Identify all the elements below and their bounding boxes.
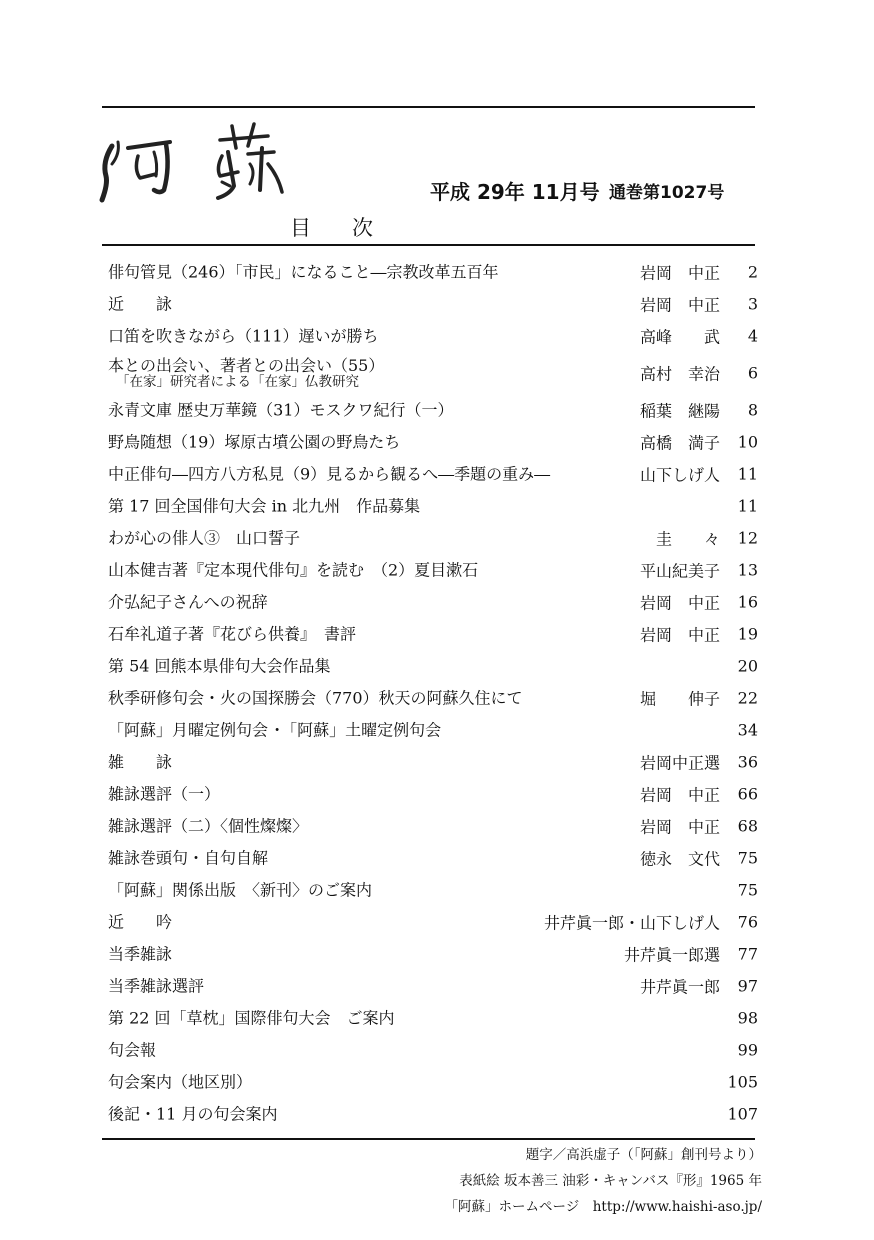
toc-entry-author: 高峰 武: [639, 327, 720, 347]
toc-entry-main-title: 雑 詠: [108, 752, 173, 772]
toc-entry[interactable]: [108, 810, 758, 842]
toc-entry-page: 20: [737, 656, 758, 676]
toc-entry[interactable]: [108, 586, 758, 618]
toc-entry-title: [108, 689, 523, 708]
toc-entry[interactable]: [108, 1066, 758, 1098]
table-of-contents: [108, 256, 758, 1130]
toc-entry[interactable]: [108, 874, 758, 906]
header-rule: [102, 244, 755, 246]
toc-entry-main-title: 句会案内（地区別）: [108, 1072, 253, 1092]
toc-entry-title: [108, 1073, 252, 1092]
toc-entry-main-title: 当季雑詠選評: [108, 976, 205, 996]
toc-entry-author: 高村 幸治: [639, 364, 720, 384]
toc-entry[interactable]: [108, 320, 758, 352]
toc-entry-page: 66: [737, 784, 758, 804]
toc-entry[interactable]: [108, 938, 758, 970]
toc-entry[interactable]: [108, 970, 758, 1002]
toc-entry-page: 2: [747, 262, 758, 282]
toc-entry[interactable]: [108, 714, 758, 746]
toc-entry-title: [108, 401, 453, 420]
toc-entry-main-title: 近 吟: [108, 912, 173, 932]
toc-entry-title: [108, 1041, 156, 1060]
toc-entry-page: 107: [727, 1104, 758, 1124]
toc-entry-main-title: 本との出会い、著者との出会い（55）: [108, 356, 385, 375]
toc-entry[interactable]: [108, 746, 758, 778]
toc-entry-author: 岩岡 中正: [639, 625, 720, 645]
toc-entry-title: [108, 327, 379, 346]
toc-entry-title: [108, 881, 372, 900]
toc-entry-title: [108, 263, 499, 282]
toc-entry[interactable]: [108, 1098, 758, 1130]
toc-entry-page: 11: [737, 464, 758, 484]
toc-entry-page: 105: [727, 1072, 758, 1092]
toc-entry-title: [108, 465, 550, 484]
toc-entry-author: 圭 々: [655, 529, 720, 549]
issue-number: 通巻第1027号: [609, 183, 725, 203]
toc-heading: 目 次: [290, 216, 383, 240]
toc-entry-title: [108, 913, 172, 932]
toc-entry-page: 34: [737, 720, 758, 740]
toc-entry-author: 稲葉 継陽: [639, 401, 720, 421]
toc-entry[interactable]: [108, 394, 758, 426]
toc-entry-author: 岩岡 中正: [639, 295, 720, 315]
toc-entry-page: 75: [737, 848, 758, 868]
toc-entry-page: 12: [737, 528, 758, 548]
toc-entry-page: 11: [737, 496, 758, 516]
toc-entry-page: 68: [737, 816, 758, 836]
toc-entry-title: [108, 817, 308, 836]
toc-entry-page: 19: [737, 624, 758, 644]
toc-entry-title: [108, 625, 356, 644]
toc-entry-main-title: 第 22 回「草枕」国際俳句大会 ご案内: [108, 1008, 395, 1028]
toc-entry-author: 高橋 満子: [639, 433, 720, 453]
toc-entry-author: 山下しげ人: [639, 465, 720, 485]
toc-entry[interactable]: [108, 778, 758, 810]
toc-entry[interactable]: [108, 352, 758, 394]
toc-entry-main-title: わが心の俳人③ 山口誓子: [108, 528, 301, 548]
toc-entry-author: 徳永 文代: [639, 849, 720, 869]
toc-entry[interactable]: [108, 458, 758, 490]
toc-entry[interactable]: [108, 490, 758, 522]
toc-entry-author: 井芹眞一郎: [639, 977, 720, 997]
toc-entry-main-title: 第 54 回熊本県俳句大会作品集: [108, 656, 331, 676]
toc-entry[interactable]: [108, 1002, 758, 1034]
toc-entry-page: 98: [737, 1008, 758, 1028]
toc-entry-main-title: 石牟礼道子著『花びら供養』 書評: [108, 624, 357, 644]
top-rule: [102, 106, 755, 108]
toc-entry[interactable]: [108, 1034, 758, 1066]
toc-entry-title: [108, 977, 204, 996]
toc-entry-main-title: 句会報: [108, 1040, 157, 1060]
toc-entry-title: [108, 593, 268, 612]
toc-entry-page: 97: [737, 976, 758, 996]
toc-entry[interactable]: [108, 906, 758, 938]
toc-entry[interactable]: [108, 522, 758, 554]
toc-entry-main-title: 永青文庫 歴史万華鏡（31）モスクワ紀行（一）: [108, 400, 454, 420]
toc-entry[interactable]: [108, 682, 758, 714]
toc-entry-page: 4: [747, 326, 758, 346]
toc-entry-title: [108, 295, 172, 314]
bottom-rule: [102, 1138, 755, 1140]
toc-entry[interactable]: [108, 842, 758, 874]
toc-entry-main-title: 後記・11 月の句会案内: [108, 1104, 278, 1124]
toc-entry-author: 岩岡 中正: [639, 593, 720, 613]
toc-entry-main-title: 近 詠: [108, 294, 173, 314]
toc-entry-title: [108, 561, 478, 580]
toc-entry-main-title: 介弘紀子さんへの祝辞: [108, 592, 268, 612]
toc-entry-page: 22: [737, 688, 758, 708]
toc-entry-main-title: 第 17 回全国俳句大会 in 北九州 作品募集: [108, 496, 421, 516]
toc-entry-title: [108, 356, 384, 390]
toc-entry-main-title: 当季雑詠: [108, 944, 173, 964]
toc-entry-main-title: 「阿蘇」関係出版 〈新刊〉のご案内: [108, 880, 373, 900]
toc-entry[interactable]: [108, 426, 758, 458]
toc-entry-page: 8: [747, 400, 758, 420]
toc-entry-author: 堀 伸子: [639, 689, 720, 709]
toc-entry-main-title: 雑詠巻頭句・自句自解: [108, 848, 269, 868]
toc-entry-main-title: 俳句管見（246）「市民」になること―宗教改革五百年: [108, 262, 499, 282]
toc-entry-title: [108, 753, 172, 772]
colophon: [444, 1142, 762, 1220]
toc-entry-main-title: 雑詠選評（二）〈個性燦燦〉: [108, 816, 309, 836]
issue-date: 平成 29年 11月号: [430, 180, 600, 204]
toc-entry-page: 10: [737, 432, 758, 452]
toc-entry-author: 岩岡 中正: [639, 817, 720, 837]
toc-entry-title: [108, 849, 268, 868]
toc-entry-author: 井芹眞一郎・山下しげ人: [543, 913, 720, 933]
toc-entry-title: [108, 433, 400, 452]
toc-entry-page: 75: [737, 880, 758, 900]
toc-entry-title: [108, 785, 220, 804]
cover-art-credit: 表紙絵 坂本善三 油彩・キャンバス『形』1965 年: [459, 1173, 762, 1189]
toc-entry-author: 岩岡 中正: [639, 785, 720, 805]
toc-entry[interactable]: [108, 554, 758, 586]
toc-entry[interactable]: [108, 618, 758, 650]
title-calligraphy-credit: 題字／高浜虚子（「阿蘇」創刊号より）: [525, 1147, 762, 1163]
toc-entry-page: 6: [747, 363, 758, 383]
toc-entry-title: [108, 1009, 395, 1028]
toc-entry-title: [108, 657, 331, 676]
toc-entry-main-title: 口笛を吹きながら（111）遅いが勝ち: [108, 326, 379, 346]
toc-entry-main-title: 中正俳句―四方八方私見（9）見るから観るへ―季題の重み―: [108, 464, 551, 484]
toc-entry-main-title: 秋季研修句会・火の国探勝会（770）秋天の阿蘇久住にて: [108, 688, 523, 708]
toc-entry-page: 36: [737, 752, 758, 772]
magazine-logo: [98, 112, 298, 212]
toc-entry-page: 76: [737, 912, 758, 932]
toc-entry-author: 岩岡中正選: [639, 753, 720, 773]
toc-entry[interactable]: [108, 256, 758, 288]
toc-entry-title: [108, 945, 172, 964]
toc-entry-title: [108, 1105, 277, 1124]
toc-entry-title: [108, 529, 300, 548]
toc-entry-main-title: 雑詠選評（一）: [108, 784, 221, 804]
toc-entry-subtitle: 「在家」研究者による「在家」仏教研究: [116, 374, 359, 390]
toc-entry-page: 13: [737, 560, 758, 580]
toc-entry-title: [108, 721, 441, 740]
toc-entry-author: 平山紀美子: [639, 561, 720, 581]
toc-entry-page: 16: [737, 592, 758, 612]
toc-entry-main-title: 山本健吉著『定本現代俳句』を読む （2）夏目漱石: [108, 560, 479, 580]
toc-entry-author: 井芹眞一郎選: [623, 945, 720, 965]
toc-entry-author: 岩岡 中正: [639, 263, 720, 283]
toc-entry-page: 99: [737, 1040, 758, 1060]
toc-entry-main-title: 野鳥随想（19）塚原古墳公園の野鳥たち: [108, 432, 401, 452]
toc-entry-page: 3: [747, 294, 758, 314]
toc-entry-main-title: 「阿蘇」月曜定例句会 ･「阿蘇」土曜定例句会: [108, 720, 442, 740]
toc-entry-page: 77: [737, 944, 758, 964]
toc-entry-title: [108, 497, 420, 516]
toc-entry[interactable]: [108, 650, 758, 682]
toc-entry[interactable]: [108, 288, 758, 320]
homepage-link[interactable]: 「阿蘇」ホームページ http://www.haishi-aso.jp/: [444, 1199, 762, 1215]
